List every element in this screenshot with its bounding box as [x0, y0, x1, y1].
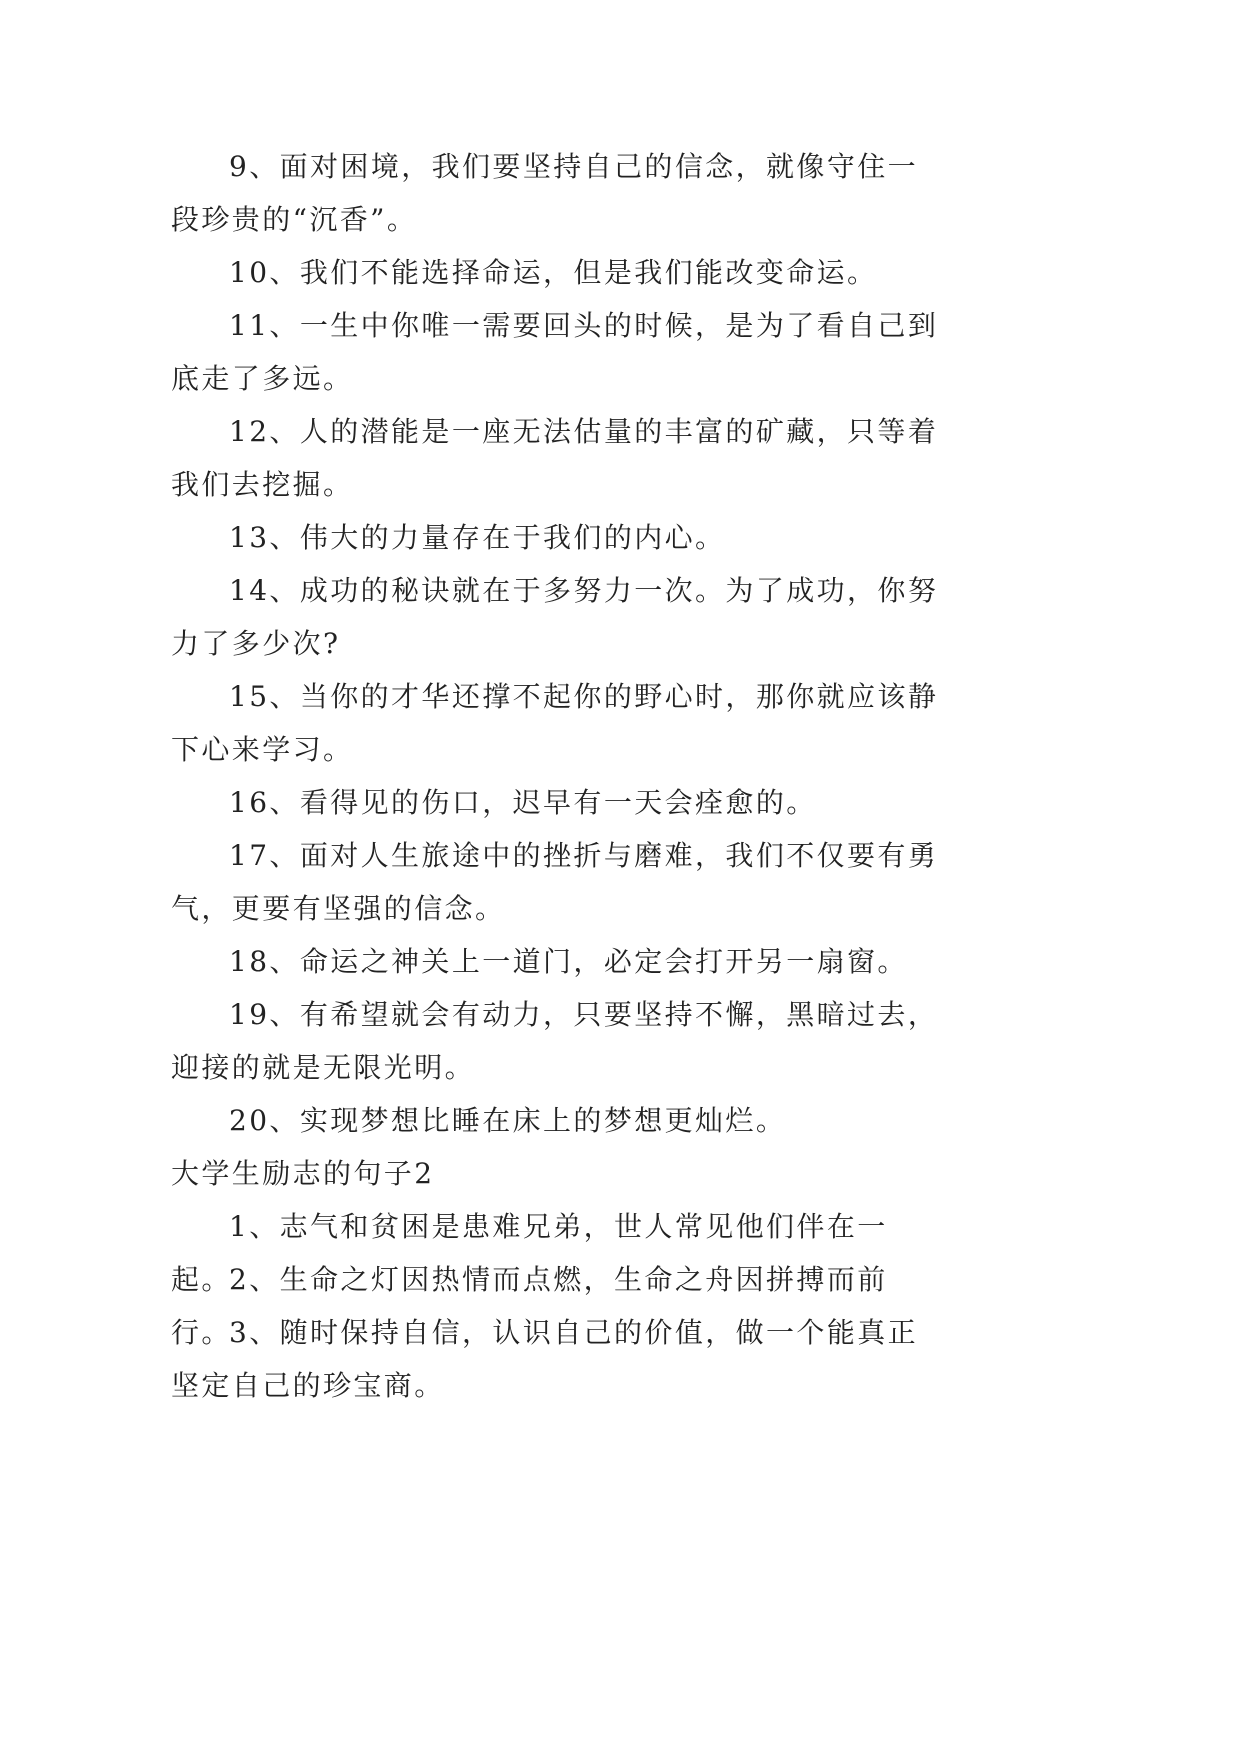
list-item: 15、当你的才华还撑不起你的野心时，那你就应该静下心来学习。 [171, 680, 939, 766]
list-item: 18、命运之神关上一道门，必定会打开另一扇窗。 [229, 945, 908, 978]
list-item: 11、一生中你唯一需要回头的时候，是为了看自己到底走了多远。 [171, 309, 939, 395]
list-item: 3、随时保持自信，认识自己的价值，做一个能真正坚定自己的珍宝商。 [171, 1316, 919, 1402]
list-item: 1、志气和贫困是患难兄弟，世人常见他们伴在一起。 [171, 1210, 888, 1296]
list-item: 19、有希望就会有动力，只要坚持不懈，黑暗过去，迎接的就是无限光明。 [171, 998, 939, 1084]
list-item: 12、人的潜能是一座无法估量的丰富的矿藏，只等着我们去挖掘。 [171, 415, 939, 501]
list-item: 10、我们不能选择命运，但是我们能改变命运。 [229, 256, 878, 289]
section-title: 大学生励志的句子2 [171, 1157, 435, 1190]
list-item: 14、成功的秘诀就在于多努力一次。为了成功，你努力了多少次? [171, 574, 939, 660]
list-item: 9、面对困境，我们要坚持自己的信念，就像守住一段珍贵的“沉香”。 [171, 150, 919, 236]
list-item: 13、伟大的力量存在于我们的内心。 [229, 521, 726, 554]
list-item: 2、生命之灯因热情而点燃，生命之舟因拼搏而前行。 [171, 1263, 888, 1349]
list-item: 16、看得见的伤口，迟早有一天会痊愈的。 [229, 786, 817, 819]
list-item: 20、实现梦想比睡在床上的梦想更灿烂。 [229, 1104, 787, 1137]
list-item: 17、面对人生旅途中的挫折与磨难，我们不仅要有勇气，更要有坚强的信念。 [171, 839, 939, 925]
